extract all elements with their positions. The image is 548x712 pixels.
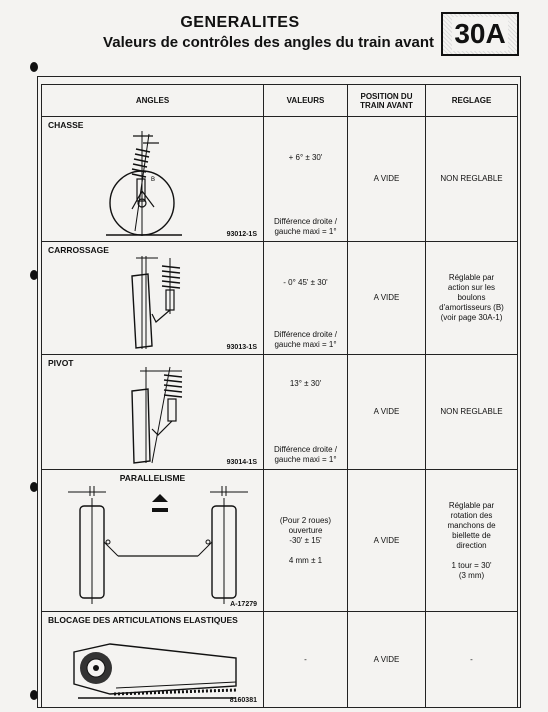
angle-cell (42, 612, 264, 708)
adjust-line: action sur les (447, 283, 496, 292)
value-line: 4 mm ± 1 (288, 555, 323, 565)
figure-ref: 8160381 (229, 697, 257, 704)
value-note-line: Différence droite / (274, 330, 337, 339)
value-note-line: Différence droite / (274, 217, 337, 226)
value-note-line: gauche maxi = 1° (274, 227, 337, 236)
header-position-line1: POSITION DU (360, 91, 413, 101)
adjust-line: boulons (457, 293, 486, 302)
table-header-row (42, 85, 518, 117)
figure-ref: 93014-1S (226, 459, 257, 466)
angle-label: PARALLELISME (119, 473, 186, 483)
adjust-line: manchons de (447, 520, 496, 530)
angles-table (41, 84, 518, 708)
adjust-cell (426, 242, 518, 355)
adjust-cell (426, 612, 518, 708)
angle-label: CARROSSAGE (48, 245, 109, 255)
adjust-line: Réglable par (448, 500, 495, 510)
position-cell: A VIDE (348, 117, 426, 242)
section-number: 30A (454, 18, 506, 49)
header-valeurs: VALEURS (264, 85, 348, 117)
adjust-line: direction (456, 540, 487, 550)
value-note (264, 330, 347, 350)
angle-cell (42, 117, 264, 242)
kingpin-diagram (122, 365, 222, 465)
value-note (264, 217, 347, 237)
page-subtitle: Valeurs de contrôles des angles du train avant (103, 34, 434, 51)
value-main: - 0° 45' ± 30' (283, 278, 328, 287)
value-line: -30' ± 15' (289, 535, 322, 545)
position-cell: A VIDE (348, 242, 426, 355)
adjust-line: 1 tour = 30' (451, 560, 492, 570)
position-cell: A VIDE (348, 355, 426, 470)
value-line (304, 546, 306, 555)
punch-hole (30, 62, 38, 72)
value-cell (264, 117, 348, 242)
page-title: GENERALITES (180, 14, 300, 31)
adjust-line (470, 551, 472, 560)
position-cell: A VIDE (348, 470, 426, 612)
header-position (348, 85, 426, 117)
adjust-cell (426, 355, 518, 470)
table-row-blocage (42, 612, 518, 708)
adjust-line: biellette de (452, 530, 491, 540)
adjust-cell (426, 470, 518, 612)
angle-label: PIVOT (48, 358, 74, 368)
value-cell (264, 242, 348, 355)
value-cell (264, 355, 348, 470)
camber-diagram (122, 254, 222, 350)
value-note-line: gauche maxi = 1° (274, 455, 337, 464)
adjust-line: (3 mm) (458, 570, 485, 580)
adjust-line: rotation des (450, 510, 493, 520)
table-row-carrossage (42, 242, 518, 355)
figure-ref: 93013-1S (226, 344, 257, 351)
bushing-diagram (70, 632, 240, 704)
value-cell: - (264, 612, 348, 708)
adjust-line: - (470, 654, 473, 664)
section-badge (441, 12, 519, 56)
angle-label: BLOCAGE DES ARTICULATIONS ELASTIQUES (48, 615, 238, 625)
header-position-line2: TRAIN AVANT (360, 100, 413, 110)
value-note-line: gauche maxi = 1° (274, 340, 337, 349)
table-row-chasse (42, 117, 518, 242)
adjust-line: Réglable par (448, 273, 495, 282)
value-cell (264, 470, 348, 612)
value-main: + 6° ± 30' (288, 153, 323, 162)
value-main: 13° ± 30' (289, 379, 322, 388)
angle-cell (42, 470, 264, 612)
header-angles: ANGLES (42, 85, 264, 117)
toe-diagram (68, 484, 248, 608)
value-line: ouverture (288, 525, 323, 535)
value-note-line: Différence droite / (274, 445, 337, 454)
angle-cell (42, 355, 264, 470)
adjust-line: NON REGLABLE (440, 407, 503, 416)
svg-text:B: B (151, 177, 156, 183)
adjust-line: d'amortisseurs (B) (439, 303, 504, 312)
figure-ref: A-17279 (230, 601, 257, 608)
caster-diagram (102, 131, 222, 237)
position-cell: A VIDE (348, 612, 426, 708)
figure-ref: 93012-1S (226, 231, 257, 238)
adjust-cell (426, 117, 518, 242)
value-note (264, 445, 347, 465)
angle-label: CHASSE (48, 120, 84, 130)
header-reglage: REGLAGE (426, 85, 518, 117)
adjust-line: NON REGLABLE (440, 174, 503, 183)
angle-cell (42, 242, 264, 355)
table-row-parallelisme (42, 470, 518, 612)
value-line: (Pour 2 roues) (279, 515, 332, 525)
adjust-line: (voir page 30A-1) (440, 313, 503, 322)
table-row-pivot (42, 355, 518, 470)
